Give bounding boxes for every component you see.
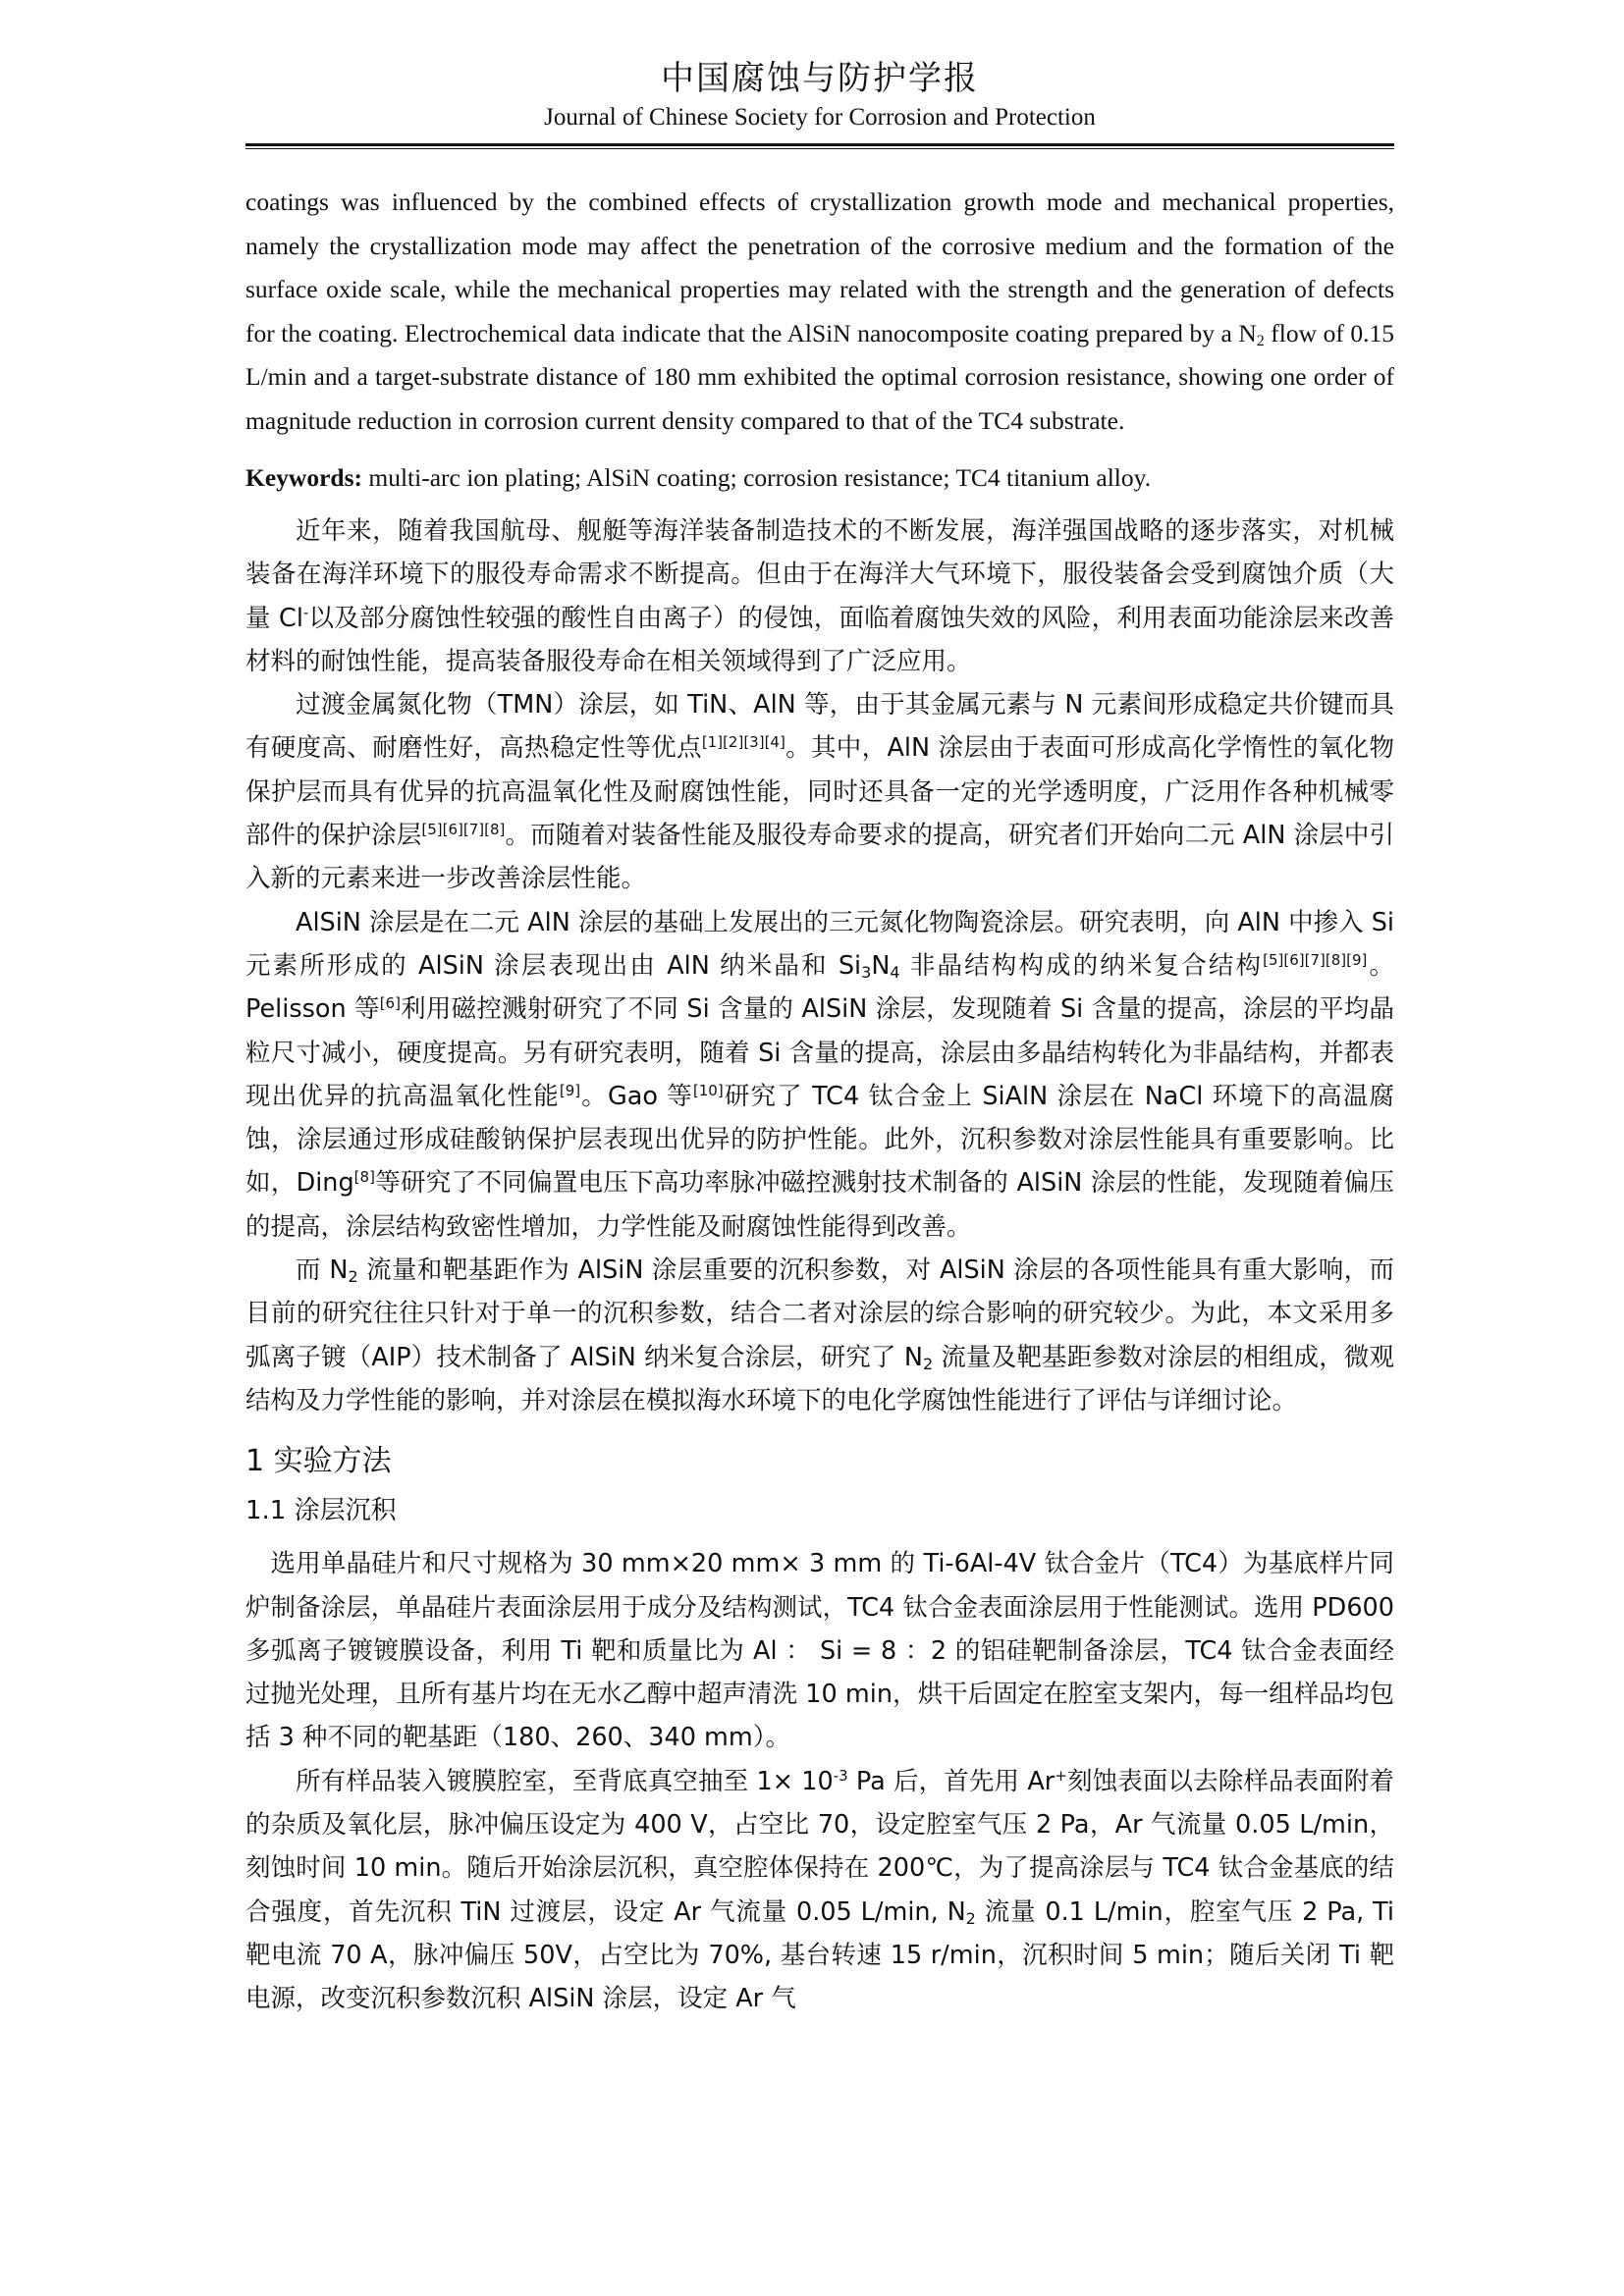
methods-paragraph-2: 所有样品装入镀膜腔室，至背底真空抽至 $1\times 10^{-3}$ Pa 后，首先用 Ar+刻蚀表面以去除样品表面附着的杂质及氧化层，脉冲偏压设定为 400 V，占空比 70，设定腔室气压 2 Pa，Ar 气流量 0.05 L/min，刻蚀时间 10 min。随后开始涂层沉积，真空腔体保持在 200℃，为了提高涂层与 TC4 钛合金基底的结合强度，首先沉积 TiN 过渡层，设定 Ar 气流量 0.05 L/min, $N_2$ 流量 0.1 L/min，腔室气压 2 Pa, Ti 靶电流 70 A，脉冲偏压 50V，占空比为 70%, 基台转速 15 r/min，沉积时间 5 min；随后关闭 Ti 靶电源，改变沉积参数沉积 AlSiN 涂层，设定 Ar 气 (245, 1766, 1394, 2014)
keywords-label: Keywords: (245, 463, 362, 492)
citation: [10] (692, 1081, 724, 1099)
abstract-continuation: coatings was influenced by the combined effects of crystallization growth mode and mechanical properties, namely the crystallization mode may affect the penetration of the corrosive medium and the formation of the surface oxide scale, while the mechanical properties may related with the strength and the generation of defects for the coating. Electrochemical data indicate that the AlSiN nanocomposite coating prepared by a $N_2$ flow of 0.15 L/min and a target-substrate distance of 180 mm exhibited the optimal corrosion resistance, showing one order of magnitude reduction in corrosion current density compared to that of the TC4 substrate. (245, 187, 1395, 435)
citation: [8] (353, 1168, 375, 1187)
intro-paragraph-2: 过渡金属氮化物（TMN）涂层，如 TiN、AlN 等，由于其金属元素与 N 元素间形成稳定共价键而具有硬度高、耐磨性好，高热稳定性等优点[1][2][3][4]。其中，AlN 涂层由于表面可形成高化学惰性的氧化物保护层而具有优异的抗高温氧化性及耐腐蚀性能，同时还具备一定的光学透明度，广泛用作各种机械零部件的保护涂层[5][6][7][8]。而随着对装备性能及服役寿命要求的提高，研究者们开始向二元 AlN 涂层中引入新的元素来进一步改善涂层性能。 (245, 690, 1394, 894)
keywords-line (245, 458, 1394, 498)
journal-header (245, 57, 1394, 133)
intro-paragraph-1: 近年来，随着我国航母、舰艇等海洋装备制造技术的不断发展，海洋强国战略的逐步落实，对机械装备在海洋环境下的服役寿命需求不断提高。但由于在海洋大气环境下，服役装备会受到腐蚀介质（大量 Cl-以及部分腐蚀性较强的酸性自由离子）的侵蚀，面临着腐蚀失效的风险，利用表面功能涂层来改善材料的耐蚀性能，提高装备服役寿命在相关领域得到了广泛应用。 (245, 516, 1394, 676)
citation: [5][6][7][8][9] (1263, 950, 1368, 969)
header-rule-thick (245, 143, 1394, 146)
methods-paragraph-1: 选用单晶硅片和尺寸规格为 30 mm×20 mm× 3 mm 的 Ti-6Al-4V 钛合金片（TC4）为基底样片同炉制备涂层，单晶硅片表面涂层用于成分及结构测试，TC4 钛合金表面涂层用于性能测试。选用 PD600 多弧离子镀镀膜设备，利用 Ti 靶和质量比为 Al ： Si = 8 ：2 的铝硅靶制备涂层，TC4 钛合金表面经过抛光处理，且所有基片均在无水乙醇中超声清洗 10 min，烘干后固定在腔室支架内，每一组样品均包括 3 种不同的靶基距（180、260、340 mm）。 (245, 1549, 1394, 1753)
subsection-title: 1.1 涂层沉积 (245, 1496, 397, 1526)
journal-title-en: Journal of Chinese Society for Corrosion and Protection (544, 104, 1096, 131)
section-title: 1 实验方法 (245, 1444, 392, 1479)
citation: [9] (559, 1081, 581, 1099)
intro-paragraph-4: 而 $N_2$ 流量和靶基距作为 AlSiN 涂层重要的沉积参数，对 AlSiN 涂层的各项性能具有重大影响，而目前的研究往往只针对于单一的沉积参数，结合二者对涂层的综合影响的研究较少。为此，本文采用多弧离子镀（AIP）技术制备了 AlSiN 纳米复合涂层，研究了 $N_2$ 流量及靶基距参数对涂层的相组成，微观结构及力学性能的影响，并对涂层在模拟海水环境下的电化学腐蚀性能进行了评估与详细讨论。 (245, 1255, 1395, 1415)
citation: [6] (379, 994, 401, 1013)
citation: [1][2][3][4] (701, 733, 785, 752)
page-body (245, 181, 1394, 2021)
intro-paragraph-3: AlSiN 涂层是在二元 AlN 涂层的基础上发展出的三元氮化物陶瓷涂层。研究表明，向 AlN 中掺入 Si 元素所形成的 AlSiN 涂层表现出由 AlN 纳米晶和 $Si_3N_4$ 非晶结构构成的纳米复合结构[5][6][7][8][9]。Pelisson 等[6]利用磁控溅射研究了不同 Si 含量的 AlSiN 涂层，发现随着 Si 含量的提高，涂层的平均晶粒尺寸减小，硬度提高。另有研究表明，随着 Si 含量的提高，涂层由多晶结构转化为非晶结构，并都表现出优异的抗高温氧化性能[9]。Gao 等[10]研究了 TC4 钛合金上 SiAlN 涂层在 NaCl 环境下的高温腐蚀，涂层通过形成硅酸钠保护层表现出优异的防护性能。此外，沉积参数对涂层性能具有重要影响。比如，Ding[8]等研究了不同偏置电压下高功率脉冲磁控溅射技术制备的 AlSiN 涂层的性能，发现随着偏压的提高，涂层结构致密性增加，力学性能及耐腐蚀性能得到改善。 (245, 907, 1394, 1242)
journal-title-cn: 中国腐蚀与防护学报 (661, 59, 979, 98)
header-rule-thin (245, 148, 1394, 149)
keywords-text: multi-arc ion plating; AlSiN coating; corrosion resistance; TC4 titanium alloy. (361, 463, 1152, 492)
citation: [5][6][7][8] (421, 821, 506, 839)
